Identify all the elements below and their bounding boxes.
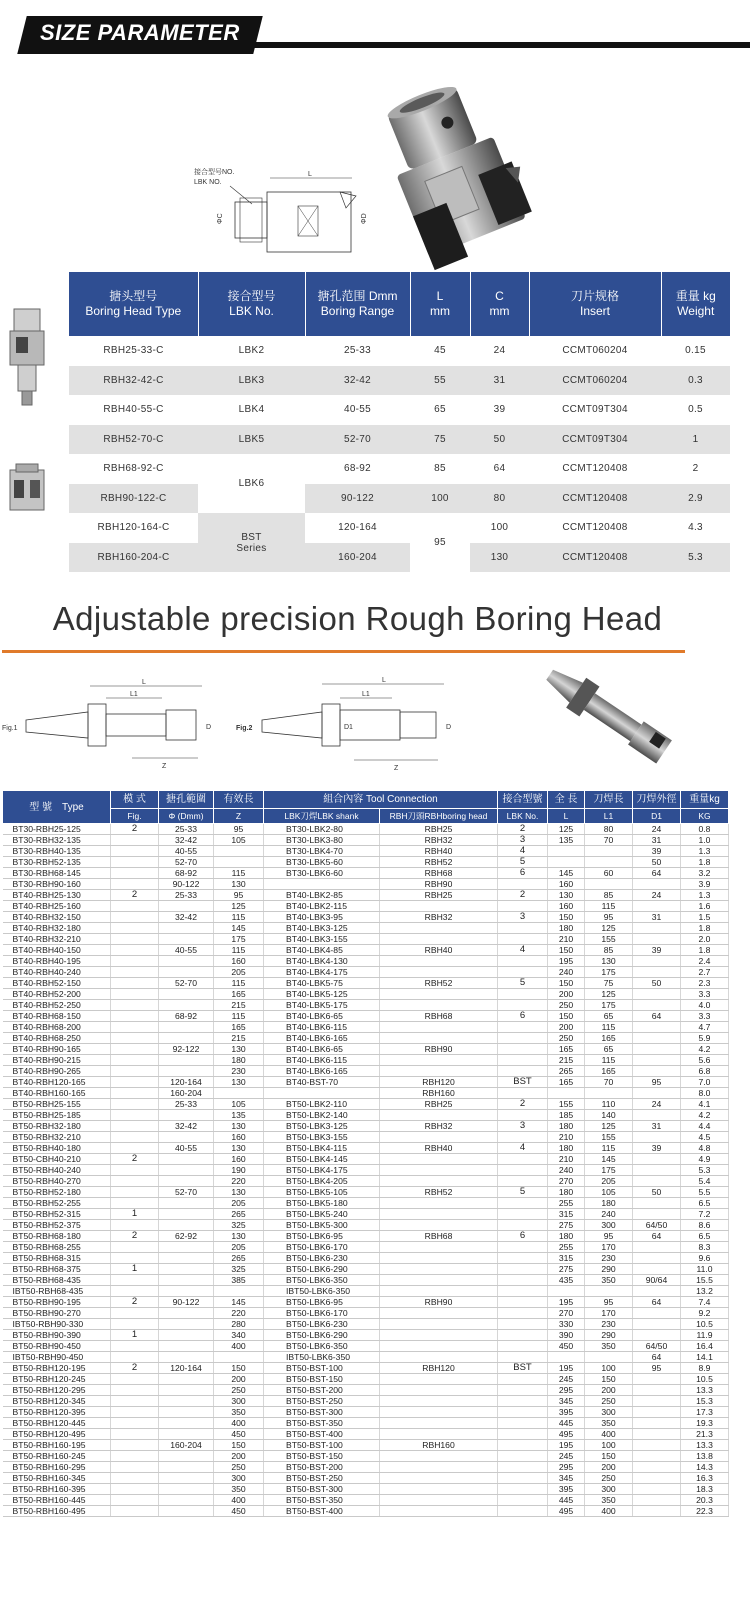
diagram-lbk-label-en: LBK NO. <box>194 179 222 186</box>
col-lbk-no: 接合型號 <box>498 791 548 809</box>
table-row: BT50-RBH52-255 205 BT50-LBK5-180 255 180 6.5 <box>3 1198 729 1209</box>
svg-text:D: D <box>206 724 212 731</box>
table-row: BT40-RBH40-195 160 BT40-LBK4-130 195 130 2.4 <box>3 956 729 967</box>
table-row: BT50-RBH120-345 300 BT50-BST-250 345 250 15.3 <box>3 1396 729 1407</box>
table-row: BT50-RBH40-270 220 BT50-LBK4-205 270 205 5.4 <box>3 1176 729 1187</box>
table-row: BT50-RBH90-270 220 BT50-LBK6-170 270 170 9.2 <box>3 1308 729 1319</box>
table-row: BT50-RBH120-395 350 BT50-BST-300 395 300 17.3 <box>3 1407 729 1418</box>
diagram-l-label: L <box>308 171 312 178</box>
fig2-dimension-diagram <box>232 674 472 774</box>
banner-rule <box>240 42 750 48</box>
col-boring-range: 搪孔範圍 <box>159 791 214 809</box>
diagram-c-label: ΦC <box>217 213 224 224</box>
svg-text:L: L <box>142 679 146 686</box>
svg-text:Z: Z <box>162 763 167 770</box>
table-row: BT50-RBH160-195 160-204 150 BT50-BST-100 RBH160 195 100 13.3 <box>3 1440 729 1451</box>
col-d1: 刀焊外徑 <box>633 791 681 809</box>
table-row: BT40-RBH90-165 92-122 130 BT40-LBK6-65 RBH90 165 65 4.2 <box>3 1044 729 1055</box>
table-row: BT40-RBH120-165 120-164 130 BT40-BST-70 RBH120 BST 165 70 95 7.0 <box>3 1077 729 1088</box>
title-underline <box>2 650 685 653</box>
col-total-length: 全 長 <box>548 791 585 809</box>
table-row: BT50-RBH40-240 190 BT50-LBK4-175 240 175 5.3 <box>3 1165 729 1176</box>
fig2-label: Fig.2 <box>236 725 253 732</box>
col-boring-head-type: 搪头型号 Boring Head Type <box>69 272 198 336</box>
table-row: BT50-RBH90-390 1 340 BT50-LBK6-290 390 290 11.9 <box>3 1330 729 1341</box>
table-row: BT30-RBH40-135 40-55 BT30-LBK4-70 RBH40 4 39 1.3 <box>3 846 729 857</box>
table-row: BT50-RBH160-495 450 BT50-BST-400 495 400 22.3 <box>3 1506 729 1517</box>
col-l: L mm <box>410 272 470 336</box>
table-row: BT40-RBH40-150 40-55 115 BT40-LBK4-85 RBH40 4 150 85 39 1.8 <box>3 945 729 956</box>
table-row: RBH52-70-C LBK5 52-70 75 50 CCMT09T304 1 <box>69 425 730 455</box>
col-rbh-head: RBH刀頭RBHboring head <box>380 809 498 824</box>
svg-text:L: L <box>382 677 386 684</box>
table-header-row <box>69 272 730 336</box>
boring-head-side-image <box>4 305 50 409</box>
table-row: BT40-RBH52-250 215 BT40-LBK5-175 250 175 4.0 <box>3 1000 729 1011</box>
table-row: BT40-RBH32-210 175 BT40-LBK3-155 210 155 2.0 <box>3 934 729 945</box>
table-row: BT30-RBH68-145 68-92 115 BT30-LBK6-60 RBH68 6 145 60 64 3.2 <box>3 868 729 879</box>
col-lbk-shank: LBK刀焊LBK shank <box>264 809 380 824</box>
table-row: RBH90-122-C 90-122 100 80 CCMT120408 2.9 <box>69 484 730 514</box>
col-boring-range: 搪孔范围 Dmm Boring Range <box>305 272 410 336</box>
table-row: BT40-RBH68-150 68-92 115 BT40-LBK6-65 RBH68 6 150 65 64 3.3 <box>3 1011 729 1022</box>
boring-head-photo <box>376 84 556 280</box>
table-row: BT50-RBH25-185 135 BT50-LBK2-140 185 140 4.2 <box>3 1110 729 1121</box>
table-row: BT50-RBH160-445 400 BT50-BST-350 445 350 20.3 <box>3 1495 729 1506</box>
table-row: BT50-RBH68-255 205 BT50-LBK6-170 255 170 8.3 <box>3 1242 729 1253</box>
table-row: BT50-RBH68-375 1 325 BT50-LBK6-290 275 290 11.0 <box>3 1264 729 1275</box>
col-l1: 刀焊長 <box>585 791 633 809</box>
table-row: RBH40-55-C LBK4 40-55 65 39 CCMT09T304 0.5 <box>103 404 703 416</box>
table-row: BT40-RBH32-150 32-42 115 BT40-LBK3-95 RBH32 3 150 95 31 1.5 <box>3 912 729 923</box>
table-row: BT50-RBH32-210 160 BT50-LBK3-155 210 155 4.5 <box>3 1132 729 1143</box>
table-subheader-row: Fig. Φ (Dmm) Z LBK刀焊LBK shank RBH刀頭RBHboring head LBK No. L L1 D1 KG <box>3 809 729 824</box>
svg-text:L1: L1 <box>362 691 370 698</box>
table-row: BT40-RBH52-200 165 BT40-LBK5-125 200 125 3.3 <box>3 989 729 1000</box>
table-row: BT50-RBH160-345 300 BT50-BST-250 345 250 16.3 <box>3 1473 729 1484</box>
col-c: C mm <box>470 272 529 336</box>
table-row: BT50-RBH68-180 2 62-92 130 BT50-LBK6-95 RBH68 6 180 95 64 6.5 <box>3 1231 729 1242</box>
table-row: BT30-RBH25-125 2 25-33 95 BT30-LBK2-80 RBH25 2 125 80 24 0.8 <box>3 824 729 835</box>
boring-head-size-table <box>69 272 730 572</box>
rough-boring-tool-photo <box>526 664 686 776</box>
col-insert: 刀片规格 Insert <box>529 272 661 336</box>
fig1-label: Fig.1 <box>2 725 18 732</box>
table-row: BT50-RBH90-450 400 BT50-LBK6-350 450 350 64/50 16.4 <box>3 1341 729 1352</box>
table-row: BT50-RBH32-180 32-42 130 BT50-LBK3-125 RBH32 3 180 125 31 4.4 <box>3 1121 729 1132</box>
table-row: BT30-RBH90-160 90-122 130 RBH90 160 3.9 <box>3 879 729 890</box>
table-row: BT50-RBH120-245 200 BT50-BST-150 245 150 10.5 <box>3 1374 729 1385</box>
table-header-row <box>3 791 729 809</box>
col-model-type: 型 號 Type <box>3 791 111 824</box>
table-row: BT50-RBH120-195 2 120-164 150 BT50-BST-100 RBH120 BST 195 100 95 8.9 <box>3 1363 729 1374</box>
diagram-lbk-label-cn: 接合型号NO. <box>194 169 235 176</box>
table-row: RBH32-42-C LBK3 32-42 55 31 CCMT060204 0.3 <box>69 366 730 396</box>
section-title: Adjustable precision Rough Boring Head <box>52 600 663 637</box>
col-weight-kg: 重量kg <box>681 791 729 809</box>
table-row: BT50-RBH68-315 265 BT50-LBK6-230 315 230 9.6 <box>3 1253 729 1264</box>
col-effective-length: 有效長 <box>214 791 264 809</box>
table-row: IBT50-RBH90-330 280 BT50-LBK6-230 330 230 10.5 <box>3 1319 729 1330</box>
boring-head-dimension-diagram <box>180 160 380 270</box>
table-row: BT50-RBH160-295 250 BT50-BST-200 295 200 14.3 <box>3 1462 729 1473</box>
table-row: BT50-RBH40-180 40-55 130 BT50-LBK4-115 RBH40 4 180 115 39 4.8 <box>3 1143 729 1154</box>
table-row: IBT50-RBH68-435 IBT50-LBK6-350 13.2 <box>3 1286 729 1297</box>
table-row: RBH25-33-C LBK2 25-33 45 24 CCMT060204 0.15 <box>103 345 706 357</box>
table-row: BT40-RBH68-250 215 BT40-LBK6-165 250 165 5.9 <box>3 1033 729 1044</box>
diagram-d-label: ΦD <box>361 213 368 224</box>
table-row: BT40-RBH32-180 145 BT40-LBK3-125 180 125 1.8 <box>3 923 729 934</box>
table-row: BT40-RBH25-130 2 25-33 95 BT40-LBK2-85 RBH25 2 130 85 24 1.3 <box>3 890 729 901</box>
table-row: BT40-RBH68-200 165 BT40-LBK6-115 200 115 4.7 <box>3 1022 729 1033</box>
col-weight: 重量 kg Weight <box>661 272 730 336</box>
col-fig: 模 式 <box>111 791 159 809</box>
table-row: RBH68-92-C LBK6 68-92 85 64 CCMT120408 2 <box>69 454 730 484</box>
lbk-shank-side-image <box>4 460 50 520</box>
table-row: BT50-CBH40-210 2 160 BT50-LBK4-145 210 145 4.9 <box>3 1154 729 1165</box>
banner-title: SIZE PARAMETER <box>40 20 240 45</box>
table-row: BT50-RBH52-375 325 BT50-LBK5-300 275 300 64/50 8.6 <box>3 1220 729 1231</box>
table-row: RBH120-164-C BST Series 120-164 95 100 CCMT120408 4.3 <box>69 513 730 543</box>
table-row: BT50-RBH160-395 350 BT50-BST-300 395 300 18.3 <box>3 1484 729 1495</box>
fig1-dimension-diagram <box>2 674 227 774</box>
table-row: BT50-RBH120-495 450 BT50-BST-400 495 400 21.3 <box>3 1429 729 1440</box>
size-parameter-banner <box>0 14 750 56</box>
table-row: BT50-RBH68-435 385 BT50-LBK6-350 435 350 90/64 15.5 <box>3 1275 729 1286</box>
col-tool-connection: 組合內容 Tool Connection <box>264 791 498 809</box>
table-row: BT50-RBH160-245 200 BT50-BST-150 245 150 13.8 <box>3 1451 729 1462</box>
table-row: BT40-RBH90-215 180 BT40-LBK6-115 215 115 5.6 <box>3 1055 729 1066</box>
table-row: BT40-RBH90-265 230 BT40-LBK6-165 265 165 6.8 <box>3 1066 729 1077</box>
table-row: BT40-RBH160-165 160-204 RBH160 8.0 <box>3 1088 729 1099</box>
table-row: BT50-RBH52-180 52-70 130 BT50-LBK5-105 RBH52 5 180 105 50 5.5 <box>3 1187 729 1198</box>
svg-text:Z: Z <box>394 765 399 772</box>
table-row: RBH160-204-C 160-204 130 CCMT120408 5.3 <box>69 543 730 573</box>
table-row: IBT50-RBH90-450 IBT50-LBK6-350 64 14.1 <box>3 1352 729 1363</box>
table-row: BT30-RBH32-135 32-42 105 BT30-LBK3-80 RBH32 3 135 70 31 1.0 <box>3 835 729 846</box>
rough-boring-head-table <box>2 790 729 1517</box>
table-row: BT40-RBH52-150 52-70 115 BT40-LBK5-75 RBH52 5 150 75 50 2.3 <box>3 978 729 989</box>
col-lbk-no: 接合型号 LBK No. <box>198 272 305 336</box>
table-row: BT50-RBH120-445 400 BT50-BST-350 445 350 19.3 <box>3 1418 729 1429</box>
table-row: BT50-RBH120-295 250 BT50-BST-200 295 200 13.3 <box>3 1385 729 1396</box>
table-row: BT40-RBH40-240 205 BT40-LBK4-175 240 175 2.7 <box>3 967 729 978</box>
svg-text:D: D <box>446 724 452 731</box>
svg-text:L1: L1 <box>130 691 138 698</box>
svg-text:D1: D1 <box>344 724 353 731</box>
table-row: BT30-RBH52-135 52-70 BT30-LBK5-60 RBH52 5 50 1.8 <box>3 857 729 868</box>
table-row: BT50-RBH52-315 1 265 BT50-LBK5-240 315 240 7.2 <box>3 1209 729 1220</box>
table-row: BT50-RBH90-195 2 90-122 145 BT50-LBK6-95 RBH90 195 95 64 7.4 <box>3 1297 729 1308</box>
table-row: BT40-RBH25-160 125 BT40-LBK2-115 160 115 1.6 <box>3 901 729 912</box>
table-row: BT50-RBH25-155 25-33 105 BT50-LBK2-110 RBH25 2 155 110 24 4.1 <box>3 1099 729 1110</box>
